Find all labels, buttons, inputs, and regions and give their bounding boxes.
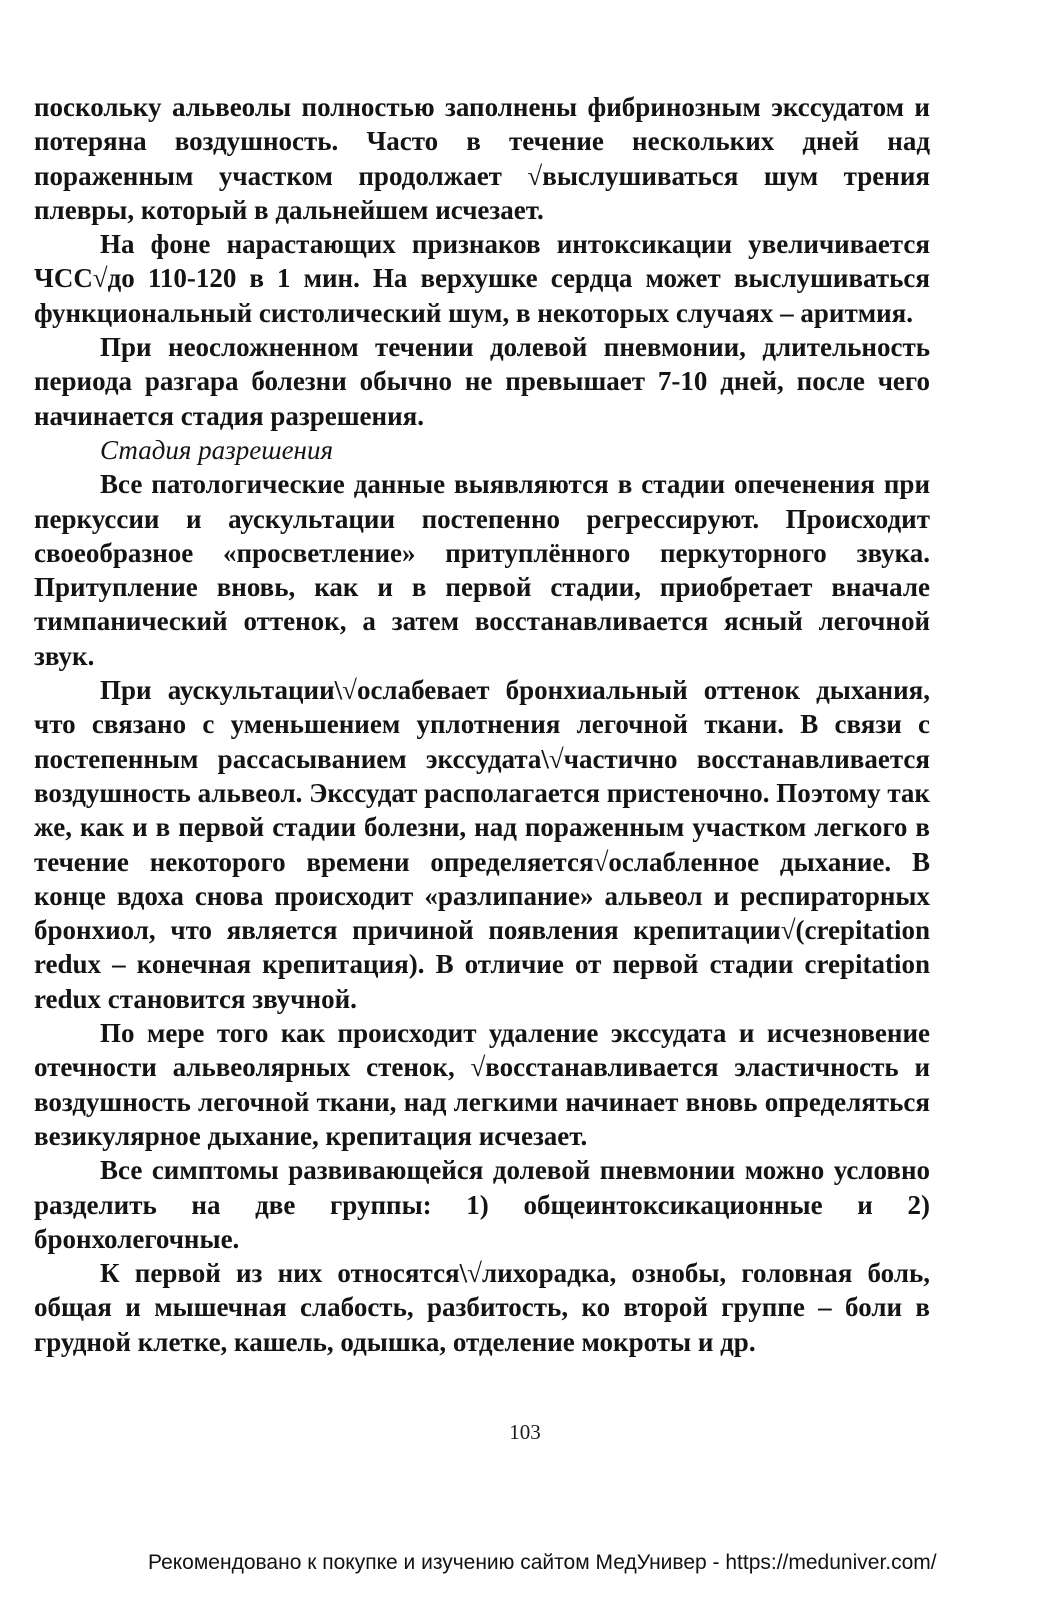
footer-recommendation-link[interactable]: Рекомендовано к покупке и изучению сайтом МедУнивер - https://meduniver.com/ [148, 1551, 937, 1574]
paragraph-exudate-removal: По мере того как происходит удаление экссудата и исчезновение отечности альвеолярных стенок, √восстанавливается эластичность и воздушность легочной ткани, над легкими начинает вновь определяться везикулярное дыхание, крепитация исчезает. [34, 1018, 930, 1151]
paragraph-auscultation: При аускультации\√ослабевает бронхиальный оттенок дыхания, что связано с уменьшением уплотнения легочной ткани. В связи с постепенным рассасыванием экссудата\√частично восстанавливается воздушность альвеол. Экссудат располагается пристеночно. Поэтому так же, как и в первой стадии болезни, над пораженным участком легкого в течение некоторого времени определяется√ослабленное дыхание. В конце вдоха снова происходит «разлипание» альвеол и респираторных бронхиол, что является причиной появления крепитации√(crepitation redux – конечная крепитация). В отличие от первой стадии crepitation redux становится звучной. [34, 675, 930, 1014]
paragraph-continuation: поскольку альвеолы полностью заполнены фибринозным экссудатом и потеряна воздушность. Часто в течение нескольких дней над пораженным участком продолжает √выслушиваться шум трения плевры, который в дальнейшем исчезает. [34, 92, 930, 225]
paragraph-symptom-groups: Все симптомы развивающейся долевой пневмонии можно условно разделить на две группы: 1) общеинтоксикационные и 2) бронхолегочные. [34, 1155, 930, 1254]
page-body [34, 90, 930, 1359]
page-number: 103 [509, 1420, 541, 1444]
paragraph-first-group: К первой из них относятся\√лихорадка, ознобы, головная боль, общая и мышечная слабость, разбитость, ко второй группе – боли в грудной клетке, кашель, одышка, отделение мокроты и др. [34, 1258, 930, 1357]
paragraph-percussion: Все патологические данные выявляются в стадии опеченения при перкуссии и аускультации постепенно регрессируют. Происходит своеобразное «просветление» притуплённого перкуторного звука. Притупление вновь, как и в первой стадии, приобретает вначале тимпанический оттенок, а затем восстанавливается ясный легочной звук. [34, 469, 930, 671]
paragraph-tachycardia: На фоне нарастающих признаков интоксикации увеличивается ЧСС√до 110-120 в 1 мин. На верхушке сердца может выслушиваться функциональный систолический шум, в некоторых случаях – аритмия. [34, 229, 930, 328]
section-heading-resolution-stage: Стадия разрешения [100, 434, 334, 465]
paragraph-uncomplicated-course: При неосложненном течении долевой пневмонии, длительность периода разгара болезни обычно не превышает 7-10 дней, после чего начинается стадия разрешения. [34, 332, 930, 431]
